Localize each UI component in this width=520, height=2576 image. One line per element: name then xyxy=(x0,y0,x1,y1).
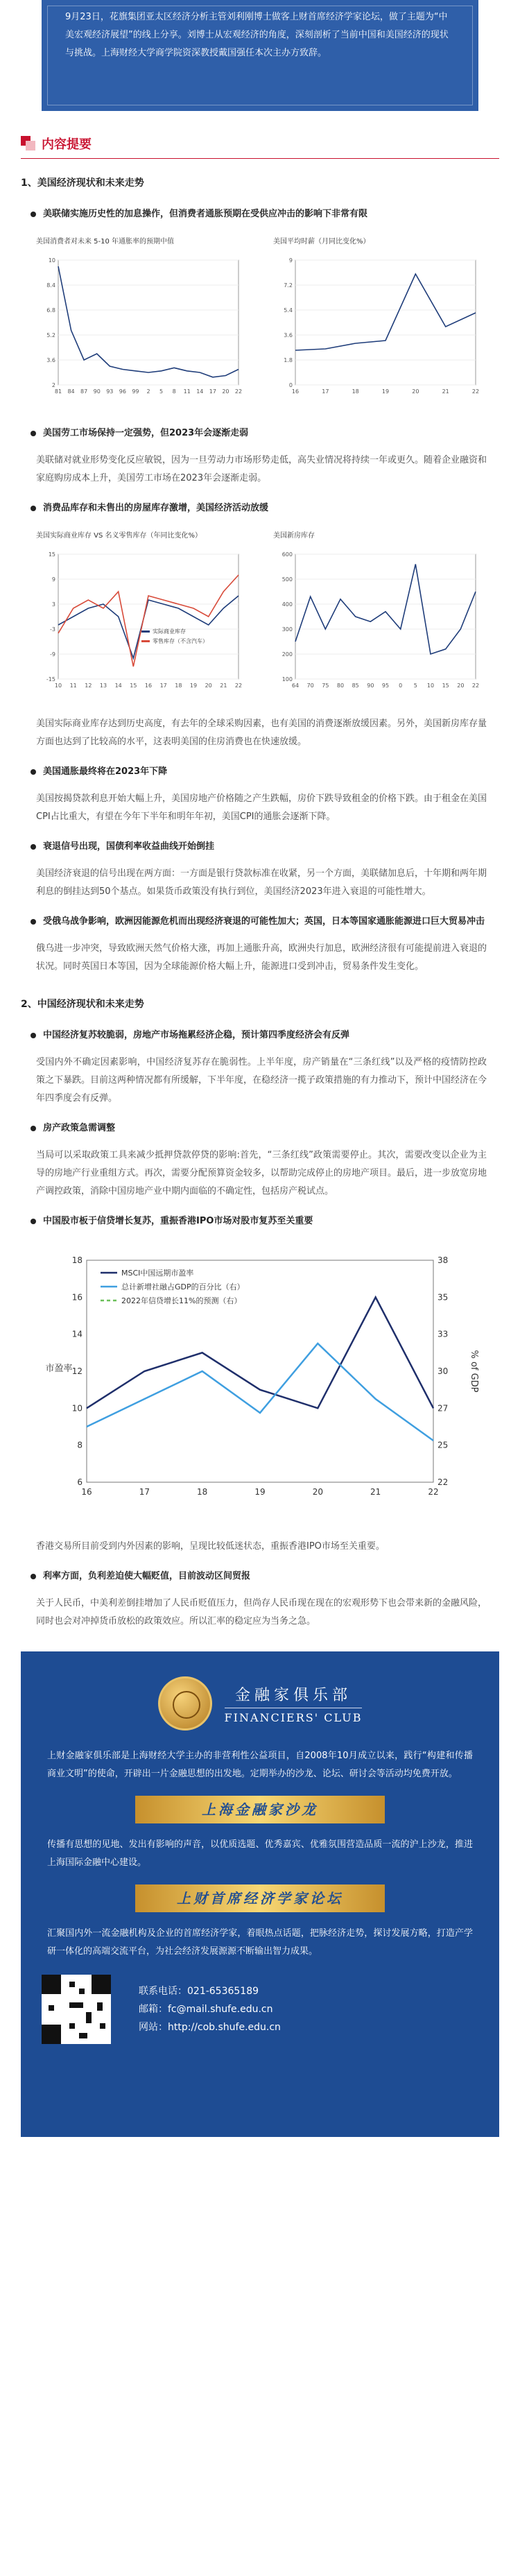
x-tick-label: 21 xyxy=(220,682,227,689)
bullet-dot-icon xyxy=(31,212,36,217)
qr-cell xyxy=(86,2012,92,2023)
y-tick-label: 6.8 xyxy=(46,307,55,314)
x-tick-label: 20 xyxy=(205,682,212,689)
bullet-dot-icon xyxy=(31,844,36,850)
chart-china-pe xyxy=(38,1239,482,1531)
chart-inflation-expectation xyxy=(31,232,252,413)
x-tick-label: 70 xyxy=(306,682,314,689)
bullet-item: 消费品库存和未售出的房屋库存激增，美国经济活动放缓 xyxy=(0,500,520,517)
series-line xyxy=(87,1297,433,1408)
x-tick-label: 22 xyxy=(234,388,243,395)
x-tick-label: 80 xyxy=(336,682,345,689)
bullet-item: 衰退信号出现，国债利率收益曲线开始倒挂 xyxy=(0,839,520,855)
contact-block xyxy=(42,1975,478,2044)
x-tick-label: 17 xyxy=(139,1487,150,1497)
y2-tick-label: 25 xyxy=(437,1440,449,1450)
qr-cell xyxy=(100,2023,105,2029)
x-tick-label: 16 xyxy=(81,1487,92,1497)
x-tick-label: 90 xyxy=(367,682,374,689)
x-tick-label: 15 xyxy=(442,682,449,689)
bullet-dot-icon xyxy=(31,506,36,511)
part1-title: 1、美国经济现状和未来走势 xyxy=(21,178,144,189)
section-divider xyxy=(21,158,499,159)
bullet-item: 美联储实施历史性的加息操作，但消费者通胀预期在受供应冲击的影响下非常有限 xyxy=(0,206,520,223)
paragraph: 美国按揭贷款利息开始大幅上升，美国房地产价格随之产生跌幅，房价下跌导致租金的价格下跌。由于租金在美国CPI占比重大，有望在今年下半年和明年年初，美国CPI的通胀会逐渐下降。 xyxy=(36,793,487,822)
x-tick-label: 14 xyxy=(114,682,122,689)
y2-tick-label: 30 xyxy=(437,1366,449,1376)
bullet-item: 房产政策急需调整 xyxy=(0,1120,520,1137)
legend-label: 2022年信贷增长11%的预测（右） xyxy=(121,1296,242,1305)
x-tick-label: 10 xyxy=(54,682,62,689)
x-tick-label: 18 xyxy=(352,388,359,395)
x-tick-label: 19 xyxy=(254,1487,266,1497)
bullet-dot-icon xyxy=(31,919,36,925)
chart-hourly-wage xyxy=(268,232,489,413)
y-tick-label: 200 xyxy=(281,651,293,658)
y-tick-label: 7.2 xyxy=(284,282,293,289)
paragraph: 美国经济衰退的信号出现在两方面：一方面是银行贷款标准在收紧，另一个方面，美联储加息后，十年期和两年期利息的倒挂达到50个基点。如果货币政策没有执行到位，美国经济2023年进入衰退的可能性增大。 xyxy=(36,868,487,897)
x-tick-label: 2 xyxy=(146,388,150,395)
chart-title: 美国平均时薪（月同比变化%） xyxy=(273,238,370,246)
paragraph: 俄乌进一步冲突，导致欧洲天然气价格大涨，再加上通胀升高，欧洲央行加息，欧洲经济很有可能提前进入衰退的状况。同时英国日本等国，因为全球能源价格大幅上升，能源进口受到冲击，贸易条件发生变化。 xyxy=(36,943,487,972)
chart-inventory xyxy=(31,526,252,707)
x-tick-label: 85 xyxy=(352,682,359,689)
intro-box xyxy=(42,0,478,111)
x-tick-label: 22 xyxy=(471,682,480,689)
y-tick-label: 300 xyxy=(281,626,293,633)
x-tick-label: 22 xyxy=(471,388,480,395)
club-intro: 上财金融家俱乐部是上海财经大学主办的非营利性公益项目，自2008年10月成立以来，践行“构建和传播商业文明”的使命，开辟出一片金融思想的出发地。定期举办的沙龙、论坛、研讨会等活动均免费开放。 xyxy=(47,1751,473,1779)
chart-title: 美国新房库存 xyxy=(273,532,315,540)
legend-label: 总计新增社融占GDP的百分比（右） xyxy=(121,1282,245,1291)
qr-cell xyxy=(69,2002,83,2008)
banner-salon: 上海金融家沙龙 xyxy=(135,1796,385,1823)
paragraph: 受国内外不确定因素影响，中国经济复苏存在脆弱性。上半年度，房产销量在“三条红线”以及严格的疫情防控政策之下暴跌。目前这两种情况都有所缓解，下半年度，在稳经济一揽子政策措施的有力推动下，预计中国经济在今年四季度会有反弹。 xyxy=(36,1057,487,1104)
paragraph: 美国实际商业库存达到历史高度，有去年的全球采购因素，也有美国的消费逐渐放缓因素。另外，美国新房库存量方面也达到了比较高的水平，这表明美国的住房消费也在快速放缓。 xyxy=(36,719,487,747)
x-tick-label: 18 xyxy=(197,1487,208,1497)
series-line xyxy=(87,1343,433,1441)
bullet-item: 中国经济复苏较脆弱，房地产市场拖累经济企稳，预计第四季度经济会有反弹 xyxy=(0,1027,520,1044)
x-tick-label: 21 xyxy=(442,388,449,395)
bullet-item: 中国股市板于信贷增长复苏，重振香港IPO市场对股市复苏至关重要 xyxy=(0,1213,520,1230)
intro-text: 9月23日，花旗集团亚太区经济分析主管刘利刚博士做客上财首席经济学家论坛，做了主题为“中美宏观经济展望”的线上分享。刘博士从宏观经济的角度，深刻剖析了当前中国和美国经济的现状与挑战。上海财经大学商学院资深教授戴国强任本次主办方致辞。 xyxy=(65,12,449,58)
part2-title: 2、中国经济现状和未来走势 xyxy=(21,999,144,1010)
paragraph: 香港交易所目前受到内外因素的影响，呈现比较低迷状态，重振香港IPO市场至关重要。 xyxy=(36,1541,385,1552)
y2-tick-label: 27 xyxy=(437,1403,449,1414)
bullet-dot-icon xyxy=(31,1126,36,1131)
y-tick-label: 3.6 xyxy=(46,357,55,363)
bullet-dot-icon xyxy=(31,1033,36,1038)
bullet-dot-icon xyxy=(31,769,36,775)
x-tick-label: 81 xyxy=(54,388,62,395)
qr-code-icon[interactable] xyxy=(42,1975,111,2044)
x-tick-label: 14 xyxy=(196,388,204,395)
x-tick-label: 17 xyxy=(322,388,329,395)
qr-cell xyxy=(97,2002,103,2011)
y2-tick-label: 33 xyxy=(437,1329,449,1339)
chart-row-1 xyxy=(0,232,520,413)
qr-cell xyxy=(49,2005,54,2011)
x-tick-label: 93 xyxy=(106,388,114,395)
x-tick-label: 16 xyxy=(291,388,300,395)
y2-tick-label: 35 xyxy=(437,1292,449,1303)
bullet-dot-icon xyxy=(31,431,36,436)
club-card xyxy=(21,1651,499,2137)
y-tick-label: 100 xyxy=(281,676,293,682)
plot-frame xyxy=(295,260,476,385)
x-tick-label: 11 xyxy=(183,388,191,395)
y2-tick-label: 38 xyxy=(437,1255,449,1265)
legend-label: 实际商业库存 xyxy=(153,628,186,635)
qr-cell xyxy=(69,2023,75,2029)
club-salon-desc: 传播有思想的见地、发出有影响的声音，以优质选题、优秀嘉宾、优雅氛围营造品质一流的沪上沙龙，推进上海国际金融中心建设。 xyxy=(47,1839,473,1868)
y-axis-label: 市盈率 xyxy=(45,1364,73,1374)
bullet-item: 利率方面，负利差迫使大幅贬值，目前波动区间贸报 xyxy=(0,1568,520,1585)
series-line xyxy=(58,596,239,658)
x-tick-label: 18 xyxy=(175,682,182,689)
y-tick-label: 3.6 xyxy=(284,332,293,338)
chart-title: 美国消费者对未来 5-10 年通胀率的预期中值 xyxy=(36,238,175,246)
y-tick-label: 6 xyxy=(77,1477,83,1487)
x-tick-label: 19 xyxy=(381,388,390,395)
y-tick-label: 8 xyxy=(77,1440,83,1450)
y-tick-label: 18 xyxy=(71,1255,83,1265)
x-tick-label: 10 xyxy=(426,682,435,689)
y-tick-label: 9 xyxy=(51,576,55,583)
contact-email[interactable]: 邮箱：fc@mail.shufe.edu.cn xyxy=(139,2004,273,2015)
x-tick-label: 84 xyxy=(67,388,75,395)
x-tick-label: 87 xyxy=(80,388,88,395)
x-tick-label: 75 xyxy=(322,682,329,689)
x-tick-label: 16 xyxy=(144,682,153,689)
chart-inventory-svg xyxy=(31,526,252,707)
contact-lines xyxy=(139,1982,281,2036)
x-tick-label: 21 xyxy=(370,1487,381,1497)
x-tick-label: 64 xyxy=(291,682,300,689)
qr-cell xyxy=(42,1975,61,1994)
x-tick-label: 8 xyxy=(172,388,176,395)
legend-swatch xyxy=(141,640,150,642)
square-icon xyxy=(21,136,36,151)
bullet-item: 美国通胀最终将在2023年下降 xyxy=(0,764,520,780)
plot-frame xyxy=(87,1260,433,1482)
y-tick-label: 5.4 xyxy=(284,307,293,314)
y-tick-label: 9 xyxy=(288,257,293,264)
chart-wage-svg xyxy=(268,232,489,413)
paragraph: 当局可以采取政策工具来减少抵押贷款停贷的影响:首先，“三条红线”政策需要停止。其次，需要改变以企业为主导的房地产行业重组方式。再次，需要分配预算资金较多，以帮助完成停止的房地产项目。最后，进一步放宽房地产调控政策，消除中国房地产业中期内面临的不确定性，包括房产税试点。 xyxy=(36,1150,487,1196)
y-tick-label: 8.4 xyxy=(46,282,55,289)
x-tick-label: 11 xyxy=(69,682,77,689)
club-forum-desc: 汇聚国内外一流金融机构及企业的首席经济学家，着眼热点话题，把脉经济走势，探讨发展方略，打造产学研一体化的高端交流平台，为社会经济发展源源不断输出智力成果。 xyxy=(47,1928,473,1957)
club-emblem-icon xyxy=(158,1676,212,1731)
y2-axis-label: % of GDP xyxy=(469,1350,479,1393)
x-tick-label: 17 xyxy=(209,388,216,395)
x-tick-label: 5 xyxy=(413,682,417,689)
bullet-dot-icon xyxy=(31,1574,36,1579)
x-tick-label: 12 xyxy=(85,682,92,689)
chart-inflation-svg xyxy=(31,232,252,413)
series-line xyxy=(58,575,239,667)
contact-site[interactable]: 网站：http://cob.shufe.edu.cn xyxy=(139,2022,281,2033)
section-title: 内容提要 xyxy=(42,137,92,152)
bullet-dot-icon xyxy=(31,1219,36,1224)
x-tick-label: 20 xyxy=(412,388,419,395)
y-tick-label: 16 xyxy=(71,1292,83,1303)
x-tick-label: 20 xyxy=(222,388,229,395)
chart-row-2 xyxy=(0,526,520,707)
x-tick-label: 96 xyxy=(119,388,126,395)
y-tick-label: 10 xyxy=(71,1403,83,1414)
y-tick-label: -3 xyxy=(50,626,55,633)
y-tick-label: 15 xyxy=(48,551,55,558)
chart-title: 美国实际商业库存 VS 名义零售库存（年同比变化%） xyxy=(36,532,202,540)
y-tick-label: 12 xyxy=(71,1366,83,1376)
intro-section xyxy=(0,0,520,118)
contact-phone: 联系电话：021-65365189 xyxy=(139,1986,259,1997)
x-tick-label: 20 xyxy=(457,682,465,689)
club-name: 金融家俱乐部 FINANCIERS' CLUB xyxy=(224,1686,363,1724)
chart-new-homes xyxy=(268,526,489,707)
banner-forum: 上财首席经济学家论坛 xyxy=(135,1884,385,1912)
y2-tick-label: 22 xyxy=(437,1477,449,1487)
series-line xyxy=(58,266,239,377)
x-tick-label: 95 xyxy=(381,682,390,689)
chart-china-svg xyxy=(38,1239,482,1531)
x-tick-label: 17 xyxy=(159,682,167,689)
y-tick-label: 3 xyxy=(51,601,55,608)
bullet-item: 受俄乌战争影响，欧洲因能源危机而出现经济衰退的可能性加大；英国，日本等国家通胀能源进口巨大贸易冲击 xyxy=(0,913,520,930)
y-tick-label: 400 xyxy=(281,601,293,608)
y-tick-label: 500 xyxy=(281,576,293,583)
qr-cell xyxy=(69,1982,75,1987)
legend-label: 零售库存（不含汽车） xyxy=(153,638,208,644)
y-tick-label: 5.2 xyxy=(46,332,55,338)
y-tick-label: 10 xyxy=(48,257,55,264)
qr-cell xyxy=(42,2025,61,2044)
y-tick-label: -9 xyxy=(50,651,55,658)
y-tick-label: 600 xyxy=(281,551,293,558)
x-tick-label: 15 xyxy=(130,682,137,689)
x-tick-label: 5 xyxy=(159,388,164,395)
x-tick-label: 22 xyxy=(428,1487,439,1497)
paragraph: 关于人民币，中美利差倒挂增加了人民币贬值压力，但尚存人民币现在现在的宏观形势下也会带来新的金融风险，同时也会对冲掉货币放松的政策效应。所以汇率的稳定应为当务之急。 xyxy=(36,1598,487,1626)
y-tick-label: 2 xyxy=(51,382,55,388)
qr-cell xyxy=(79,2033,87,2038)
x-tick-label: 19 xyxy=(189,682,198,689)
x-tick-label: 0 xyxy=(399,682,403,689)
y-tick-label: -15 xyxy=(46,676,55,682)
x-tick-label: 22 xyxy=(234,682,243,689)
y-tick-label: 14 xyxy=(71,1329,83,1339)
paragraph: 美联储对就业形势变化反应敏锐，因为一旦劳动力市场形势走低，高失业情况将持续一年或更久。随着企业融资和家庭购房成本上升，美国劳工市场在2023年会逐渐走弱。 xyxy=(36,455,487,483)
x-tick-label: 99 xyxy=(132,388,139,395)
x-tick-label: 90 xyxy=(93,388,101,395)
qr-cell xyxy=(92,1975,111,1994)
y-tick-label: 1.8 xyxy=(284,357,293,363)
bullet-item: 美国劳工市场保持一定强势，但2023年会逐渐走弱 xyxy=(0,425,520,442)
club-logo xyxy=(42,1672,478,1735)
y-tick-label: 0 xyxy=(288,382,293,388)
qr-cell xyxy=(79,1989,85,1994)
plot-frame xyxy=(58,554,239,679)
plot-frame xyxy=(295,554,476,679)
x-tick-label: 20 xyxy=(312,1487,323,1497)
chart-homes-svg xyxy=(268,526,489,707)
legend-swatch xyxy=(141,630,150,633)
section-header xyxy=(0,118,520,158)
series-line xyxy=(295,564,476,654)
plot-frame xyxy=(58,260,239,385)
x-tick-label: 13 xyxy=(99,682,107,689)
legend-label: MSCI中国远期市盈率 xyxy=(121,1269,194,1278)
